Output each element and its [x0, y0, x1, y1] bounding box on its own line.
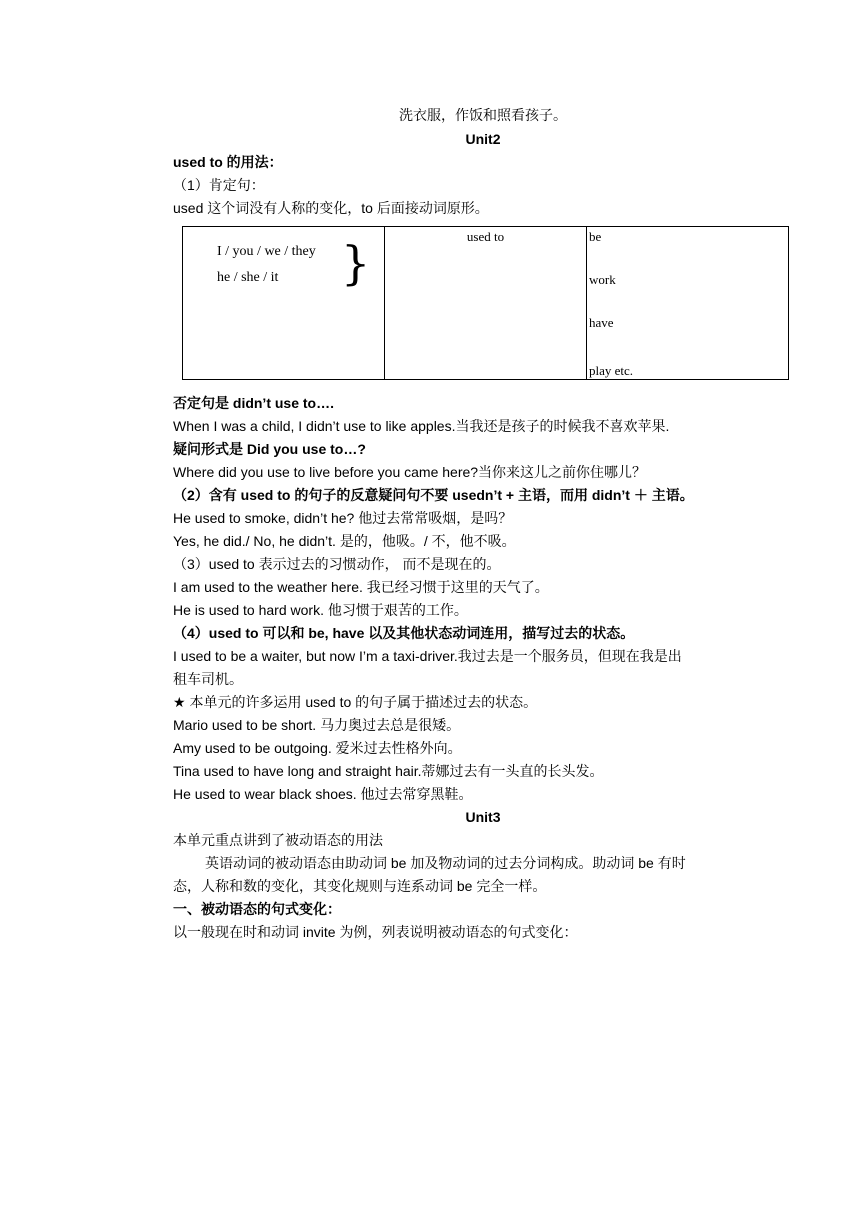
- sub1-heading: （1）肯定句：: [173, 177, 265, 193]
- verb-work: work: [589, 272, 616, 287]
- section1-heading: 一、被动语态的句式变化：: [173, 901, 341, 917]
- sub1-description: used 这个词没有人称的变化，to 后面接动词原形。: [173, 200, 489, 216]
- negative-example: When I was a child, I didn’t use to like apples.当我还是孩子的时候我不喜欢苹果.: [173, 418, 670, 434]
- section1-description: 以一般现在时和动词 invite 为例，列表说明被动语态的句式变化：: [173, 924, 578, 940]
- example-2b: Yes, he did./ No, he didn’t. 是的，他吸。/ 不，他不吸。: [173, 533, 516, 549]
- example-3b: He is used to hard work. 他习惯于艰苦的工作。: [173, 602, 468, 618]
- question-example: Where did you use to live before you came here?当你来这儿之前你住哪儿？: [173, 464, 647, 480]
- example-5c: Tina used to have long and straight hair.蒂娜过去有一头直的长头发。: [173, 763, 604, 779]
- unit3-paragraph-line2: 态，人称和数的变化，其变化规则与连系动词 be 完全一样。: [173, 878, 547, 894]
- brace-symbol: }: [341, 236, 371, 290]
- verb-be: be: [589, 229, 602, 244]
- sub2-heading: （2）含有 used to 的句子的反意疑问句不要 usedn’t + 主语，而用 didn’t ＋ 主语。: [173, 487, 694, 503]
- unit3-paragraph-line1: 英语动词的被动语态由助动词 be 加及物动词的过去分词构成。助动词 be 有时: [205, 855, 686, 871]
- subjects-cell: [183, 227, 385, 380]
- used-to-cell: [385, 227, 587, 380]
- unit2-title: used to 的用法：: [173, 154, 283, 170]
- sub3-heading: （3）used to 表示过去的习惯动作， 而不是现在的。: [173, 556, 501, 572]
- example-2a: He used to smoke, didn’t he? 他过去常常吸烟，是吗？: [173, 510, 513, 526]
- example-5a: Mario used to be short. 马力奥过去总是很矮。: [173, 717, 461, 733]
- example-5d: He used to wear black shoes. 他过去常穿黑鞋。: [173, 786, 473, 802]
- top-line: 洗衣服，作饭和照看孩子。: [399, 109, 567, 124]
- subject-plural: I / you / we / they: [217, 244, 316, 259]
- example-4b: 租车司机。: [173, 671, 243, 687]
- verb-play: play etc.: [589, 363, 634, 378]
- verbs-cell: [587, 227, 789, 380]
- used-to-table: [182, 226, 789, 380]
- star-note: ★ 本单元的许多运用 used to 的句子属于描述过去的状态。: [173, 694, 538, 710]
- unit3-intro: 本单元重点讲到了被动语态的用法: [173, 832, 383, 848]
- negative-heading: 否定句是 didn’t use to….: [173, 395, 334, 411]
- example-3a: I am used to the weather here. 我已经习惯于这里的天气了。: [173, 579, 549, 595]
- example-4a: I used to be a waiter, but now I’m a taxi-driver.我过去是一个服务员，但现在我是出: [173, 648, 682, 664]
- unit2-heading: Unit2: [465, 131, 501, 147]
- document-content: [173, 105, 793, 944]
- example-5b: Amy used to be outgoing. 爱米过去性格外向。: [173, 740, 462, 756]
- sub4-heading: （4）used to 可以和 be, have 以及其他状态动词连用，描写过去的状态。: [173, 625, 635, 641]
- unit3-heading: Unit3: [465, 809, 501, 825]
- used-to-text: used to: [466, 229, 505, 244]
- subject-singular: he / she / it: [217, 270, 279, 285]
- verb-have: have: [589, 315, 614, 330]
- question-heading: 疑问形式是 Did you use to…?: [173, 441, 366, 457]
